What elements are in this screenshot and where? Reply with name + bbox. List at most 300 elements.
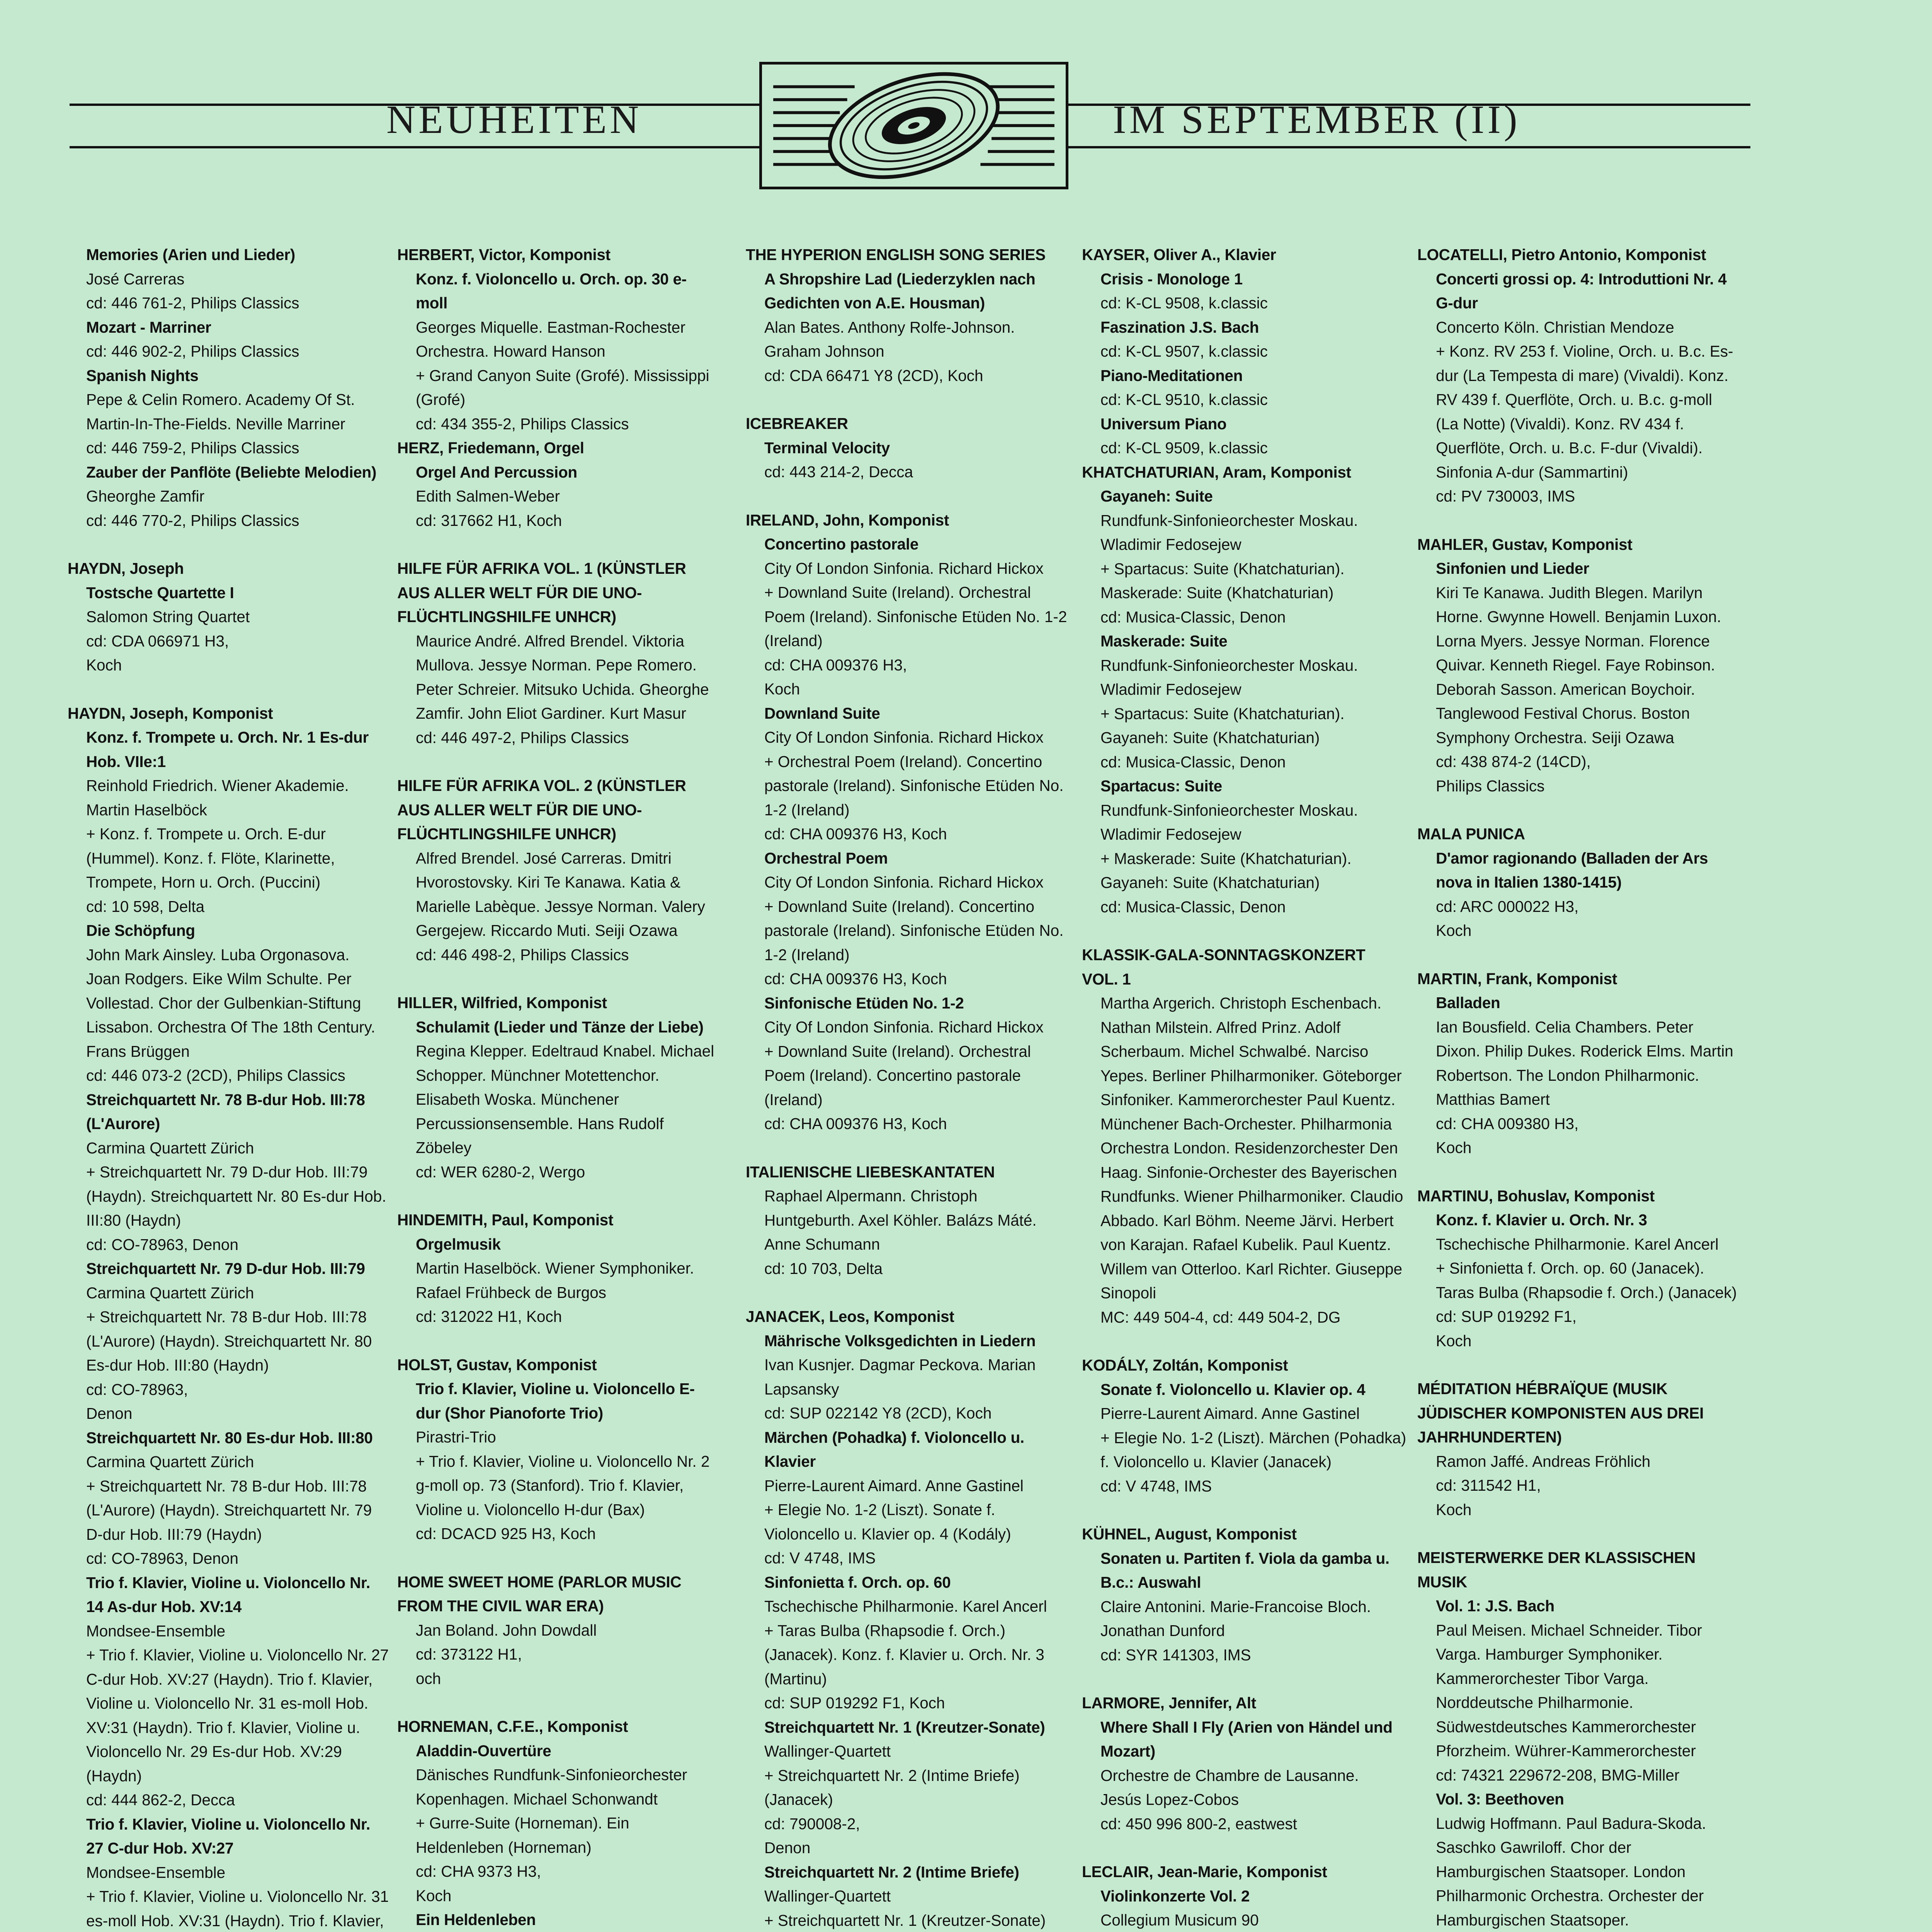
work-title: Terminal Velocity — [764, 439, 890, 457]
entry-detail: cd: 438 874-2 (14CD), — [1436, 753, 1591, 770]
entry-detail: + Sinfonietta f. Orch. op. 60 (Janacek). — [1436, 1259, 1704, 1277]
work-title: Maskerade: Suite — [1100, 632, 1228, 650]
entry-detail: cd: 790008-2, — [764, 1815, 860, 1833]
entry-detail: pastorale (Ireland). Sinfonische Etüden No. — [764, 922, 1064, 939]
entry-detail: Martin-In-The-Fields. Neville Marriner — [86, 415, 345, 433]
work-title: dur (Shor Pianoforte Trio) — [416, 1404, 603, 1422]
work-title: 14 As-dur Hob. XV:14 — [86, 1598, 242, 1616]
entry-detail: pastorale (Ireland). Sinfonische Etüden No. — [764, 777, 1064, 794]
work-title: Tostsche Quartette I — [86, 583, 234, 602]
entry-detail: XV:31 (Haydn). Trio f. Klavier, Violine u. — [86, 1718, 361, 1736]
work-title: Trio f. Klavier, Violine u. Violoncello Nr. — [86, 1815, 371, 1833]
entry-detail: cd: V 4748, IMS — [1100, 1477, 1212, 1495]
entry-detail: cd: DCACD 925 H3, Koch — [416, 1525, 596, 1543]
entry-detail: Regina Klepper. Edeltraud Knabel. Michael — [416, 1042, 714, 1060]
entry-detail: cd: 446 759-2, Philips Classics — [86, 439, 299, 457]
entry-detail: Frans Brüggen — [86, 1042, 190, 1060]
entry-detail: + Downland Suite (Ireland). Orchestral — [764, 1042, 1031, 1060]
entry-detail: Koch — [1436, 1139, 1472, 1156]
entry-detail: Georges Miquelle. Eastman-Rochester — [416, 318, 685, 336]
entry-detail: cd: CHA 009380 H3, — [1436, 1114, 1579, 1133]
entry-detail: Pierre-Laurent Aimard. Anne Gastinel — [764, 1476, 1024, 1495]
entry-detail: Claire Antonini. Marie-Francoise Bloch. — [1100, 1597, 1371, 1616]
entry-detail: Lapsansky — [764, 1380, 839, 1398]
entry-detail: Edith Salmen-Weber — [416, 487, 560, 505]
entry-detail: cd: WER 6280-2, Wergo — [416, 1163, 585, 1181]
entry-detail: cd: CHA 9373 H3, — [416, 1862, 541, 1880]
entry-detail: Robertson. The London Philharmonic. — [1436, 1066, 1699, 1084]
entry-detail: cd: CDA 66471 Y8 (2CD), Koch — [764, 366, 983, 384]
work-title: moll — [416, 294, 448, 312]
entry-detail: Koch — [1436, 1500, 1472, 1519]
entry-detail: cd: CDA 066971 H3, — [86, 632, 229, 650]
work-title: Sinfonietta f. Orch. op. 60 — [764, 1573, 951, 1591]
entry-detail: cd: 446 902-2, Philips Classics — [86, 342, 299, 360]
entry-detail: (L'Aurore) (Haydn). Streichquartett Nr. 80 — [86, 1332, 372, 1350]
entry-detail: Carmina Quartett Zürich — [86, 1453, 254, 1471]
entry-detail: Dixon. Philip Dukes. Roderick Elms. Martin — [1436, 1042, 1733, 1060]
entry-detail: Trompete, Horn u. Orch. (Puccini) — [86, 873, 321, 891]
entry-detail: cd: 446 761-2, Philips Classics — [86, 294, 299, 312]
work-title: Universum Piano — [1100, 415, 1227, 433]
work-title: Gayaneh: Suite — [1100, 487, 1213, 505]
work-title: Klavier — [764, 1452, 816, 1470]
entry-heading: AUS ALLER WELT FÜR DIE UNO- — [397, 801, 642, 819]
work-title: Konz. f. Trompete u. Orch. Nr. 1 Es-dur — [86, 728, 369, 746]
header-rule-bottom-left — [70, 146, 761, 148]
entry-heading: MEISTERWERKE DER KLASSISCHEN — [1417, 1549, 1696, 1566]
entry-detail: cd: V 4748, IMS — [764, 1549, 876, 1567]
entry-detail: 1-2 (Ireland) — [764, 801, 850, 819]
entry-heading: IRELAND, John, Komponist — [746, 511, 949, 529]
entry-heading: HOLST, Gustav, Komponist — [397, 1355, 597, 1374]
entry-detail: cd: 10 598, Delta — [86, 897, 205, 915]
work-title: Konz. f. Violoncello u. Orch. op. 30 e- — [416, 270, 687, 288]
entry-detail: Querflöte, Orch. u. B.c. F-dur (Vivaldi). — [1436, 439, 1703, 457]
work-title: Vol. 3: Beethoven — [1436, 1790, 1564, 1808]
entry-detail: + Streichquartett Nr. 2 (Intime Briefe) — [764, 1766, 1020, 1784]
entry-detail: Varga. Hamburger Symphoniker. — [1436, 1645, 1663, 1663]
work-title: Faszination J.S. Bach — [1100, 318, 1259, 336]
entry-detail: Norddeutsche Philharmonie. — [1436, 1694, 1634, 1711]
entry-detail: cd: CO-78963, Denon — [86, 1549, 238, 1567]
entry-detail: Gayaneh: Suite (Khatchaturian) — [1100, 874, 1320, 891]
entry-detail: Peter Schreier. Mitsuko Uchida. Gheorghe — [416, 680, 709, 698]
entry-detail: Zöbeley — [416, 1139, 472, 1156]
entry-detail: Mondsee-Ensemble — [86, 1622, 226, 1640]
entry-detail: cd: K-CL 9507, k.classic — [1100, 342, 1268, 360]
entry-detail: cd: PV 730003, IMS — [1436, 487, 1575, 505]
entry-heading: KLASSIK-GALA-SONNTAGSKONZERT — [1082, 946, 1366, 964]
entry-detail: Orchestra. Howard Hanson — [416, 342, 605, 360]
entry-detail: Willem van Otterloo. Karl Richter. Giuseppe — [1100, 1260, 1403, 1278]
entry-detail: Koch — [1436, 922, 1472, 939]
listing-column-2 — [397, 243, 730, 1932]
entry-detail: Lissabon. Orchestra Of The 18th Century. — [86, 1018, 376, 1036]
entry-detail: Violine u. Violoncello Nr. 31 es-moll Hob. — [86, 1694, 369, 1712]
entry-detail: City Of London Sinfonia. Richard Hickox — [764, 728, 1044, 746]
entry-detail: Paul Meisen. Michael Schneider. Tibor — [1436, 1621, 1702, 1639]
entry-detail: Rundfunk-Sinfonieorchester Moskau. — [1100, 801, 1358, 819]
entry-detail: Wladimir Fedosejew — [1100, 680, 1242, 698]
entry-detail: Jesús Lopez-Cobos — [1100, 1791, 1239, 1808]
entry-detail: John Mark Ainsley. Luba Orgonasova. — [86, 946, 350, 964]
entry-detail: (Haydn). Streichquartett Nr. 80 Es-dur Hob. — [86, 1187, 386, 1205]
entry-detail: Tschechische Philharmonie. Karel Ancerl — [764, 1597, 1047, 1615]
entry-detail: cd: SUP 019292 F1, Koch — [764, 1694, 945, 1712]
entry-heading: ICEBREAKER — [746, 415, 848, 432]
entry-detail: Rundfunks. Wiener Philharmoniker. Claudio — [1100, 1187, 1403, 1205]
entry-detail: + Konz. f. Trompete u. Orch. E-dur — [86, 825, 326, 843]
entry-detail: City Of London Sinfonia. Richard Hickox — [764, 1018, 1044, 1036]
entry-detail: (Ireland) — [764, 1090, 823, 1109]
entry-detail: Schopper. Münchner Motettenchor. — [416, 1066, 660, 1084]
entry-detail: Mullova. Jessye Norman. Pepe Romero. — [416, 656, 697, 674]
entry-heading: ITALIENISCHE LIEBESKANTATEN — [746, 1163, 995, 1181]
entry-detail: Graham Johnson — [764, 342, 884, 360]
entry-detail: Tschechische Philharmonie. Karel Ancerl — [1436, 1235, 1719, 1253]
entry-detail: Horne. Gwynne Howell. Benjamin Luxon. — [1436, 608, 1721, 626]
entry-detail: von Karajan. Rafael Kubelik. Paul Kuentz. — [1100, 1236, 1391, 1253]
entry-detail: Maskerade: Suite (Khatchaturian) — [1100, 584, 1334, 602]
entry-heading: LOCATELLI, Pietro Antonio, Komponist — [1417, 246, 1706, 264]
entry-detail: Scherbaum. Michel Schwalbé. Narciso — [1100, 1043, 1369, 1060]
entry-detail: City Of London Sinfonia. Richard Hickox — [764, 873, 1044, 891]
entry-heading: KHATCHATURIAN, Aram, Komponist — [1082, 463, 1351, 481]
work-title: Mozart) — [1100, 1742, 1155, 1760]
entry-detail: (Haydn) — [86, 1767, 142, 1785]
entry-detail: + Streichquartett Nr. 1 (Kreutzer-Sonate) — [764, 1911, 1046, 1929]
entry-heading: VOL. 1 — [1082, 970, 1131, 988]
entry-detail: Koch — [1436, 1332, 1472, 1350]
entry-detail: cd: K-CL 9509, k.classic — [1100, 439, 1268, 457]
entry-detail: Koch — [764, 680, 800, 698]
work-title: A Shropshire Lad (Liederzyklen nach — [764, 270, 1036, 288]
work-title: Gedichten von A.E. Housman) — [764, 294, 985, 312]
entry-heading: HAYDN, Joseph, Komponist — [68, 704, 273, 722]
entry-heading: HOME SWEET HOME (PARLOR MUSIC — [397, 1573, 682, 1591]
entry-detail: cd: 317662 H1, Koch — [416, 511, 562, 529]
entry-detail: es-moll Hob. XV:31 (Haydn). Trio f. Klavier, — [86, 1912, 384, 1930]
entry-detail: + Taras Bulba (Rhapsodie f. Orch.) — [764, 1621, 1005, 1639]
entry-detail: Münchener Bach-Orchester. Philharmonia — [1100, 1115, 1392, 1133]
entry-detail: + Streichquartett Nr. 78 B-dur Hob. III:78 — [86, 1308, 367, 1326]
entry-detail: cd: 434 355-2, Philips Classics — [416, 415, 629, 433]
work-title: Märchen (Pohadka) f. Violoncello u. — [764, 1428, 1024, 1446]
work-title: Mährische Volksgedichten in Liedern — [764, 1332, 1036, 1350]
entry-detail: cd: SUP 022142 Y8 (2CD), Koch — [764, 1404, 992, 1422]
entry-detail: Alfred Brendel. José Carreras. Dmitri — [416, 849, 672, 867]
entry-detail: (Janacek) — [764, 1791, 833, 1808]
entry-detail: Raphael Alpermann. Christoph — [764, 1187, 978, 1205]
entry-detail: cd: 444 862-2, Decca — [86, 1791, 235, 1809]
work-title: Schulamit (Lieder und Tänze der Liebe) — [416, 1018, 704, 1036]
entry-heading: HILFE FÜR AFRIKA VOL. 1 (KÜNSTLER — [397, 560, 686, 577]
entry-detail: Pirastri-Trio — [416, 1428, 496, 1446]
entry-detail: (Ireland) — [764, 632, 823, 650]
entry-detail: Hvorostovsky. Kiri Te Kanawa. Katia & — [416, 873, 681, 891]
entry-heading: LARMORE, Jennifer, Alt — [1082, 1694, 1256, 1712]
entry-heading: AUS ALLER WELT FÜR DIE UNO- — [397, 583, 642, 602]
entry-detail: (L'Aurore) (Haydn). Streichquartett Nr. 79 — [86, 1501, 372, 1519]
entry-heading: KÜHNEL, August, Komponist — [1082, 1525, 1297, 1543]
entry-detail: Pepe & Celin Romero. Academy Of St. — [86, 391, 355, 408]
entry-detail: + Gurre-Suite (Horneman). Ein — [416, 1814, 629, 1832]
entry-detail: Elisabeth Woska. Münchener — [416, 1090, 619, 1108]
listing-column-5 — [1417, 243, 1750, 1932]
entry-detail: + Grand Canyon Suite (Grofé). Mississippi — [416, 366, 709, 384]
entry-detail: Philharmonic Orchestra. Orchester der — [1436, 1887, 1704, 1905]
work-title: Die Schöpfung — [86, 922, 195, 939]
entry-detail: Ludwig Hoffmann. Paul Badura-Skoda. — [1436, 1814, 1706, 1832]
entry-detail: Carmina Quartett Zürich — [86, 1284, 254, 1302]
entry-detail: Koch — [416, 1886, 452, 1905]
entry-detail: Wladimir Fedosejew — [1100, 536, 1242, 553]
entry-detail: cd: CHA 009376 H3, Koch — [764, 970, 947, 988]
work-title: Balladen — [1436, 994, 1500, 1012]
entry-detail: Martha Argerich. Christoph Eschenbach. — [1100, 994, 1382, 1012]
entry-detail: + Elegie No. 1-2 (Liszt). Sonate f. — [764, 1501, 995, 1519]
work-title: Zauber der Panflöte (Beliebte Melodien) — [86, 463, 377, 481]
entry-detail: Ian Bousfield. Celia Chambers. Peter — [1436, 1018, 1694, 1036]
entry-detail: cd: CHA 009376 H3, Koch — [764, 825, 947, 843]
entry-detail: cd: 446 498-2, Philips Classics — [416, 946, 629, 964]
section-subtitle: IM SEPTEMBER (II) — [1113, 97, 1520, 142]
entry-detail: Wladimir Fedosejew — [1100, 825, 1242, 843]
entry-heading: KODÁLY, Zoltán, Komponist — [1082, 1356, 1288, 1374]
work-title: Ein Heldenleben — [416, 1911, 536, 1929]
entry-detail: cd: 446 497-2, Philips Classics — [416, 728, 629, 747]
entry-detail: (Hummel). Konz. f. Flöte, Klarinette, — [86, 849, 335, 867]
entry-detail: Poem (Ireland). Sinfonische Etüden No. 1-2 — [764, 607, 1067, 626]
entry-detail: + Spartacus: Suite (Khatchaturian). — [1100, 560, 1345, 578]
entry-detail: cd: 10 703, Delta — [764, 1259, 883, 1277]
entry-detail: City Of London Sinfonia. Richard Hickox — [764, 559, 1044, 577]
work-title: D'amor ragionando (Balladen der Ars — [1436, 849, 1708, 867]
entry-detail: Kopenhagen. Michael Schonwandt — [416, 1790, 658, 1808]
entry-detail: cd: CHA 009376 H3, Koch — [764, 1115, 947, 1133]
entry-detail: cd: K-CL 9508, k.classic — [1100, 294, 1268, 312]
entry-detail: Mondsee-Ensemble — [86, 1863, 226, 1881]
entry-detail: Sinfoniker. Kammerorchester Paul Kuentz. — [1100, 1091, 1396, 1109]
entry-detail: Reinhold Friedrich. Wiener Akademie. — [86, 777, 349, 794]
entry-detail: + Konz. RV 253 f. Violine, Orch. u. B.c. Es- — [1436, 342, 1733, 360]
entry-detail: cd: CO-78963, Denon — [86, 1235, 238, 1253]
entry-detail: Poem (Ireland). Concertino pastorale — [764, 1066, 1021, 1084]
work-title: Streichquartett Nr. 78 B-dur Hob. III:78 — [86, 1090, 365, 1109]
work-title: B.c.: Auswahl — [1100, 1573, 1201, 1591]
work-title: Spanish Nights — [86, 366, 199, 384]
entry-detail: Jonathan Dunford — [1100, 1622, 1225, 1639]
entry-detail: Martin Haselböck. Wiener Symphoniker. — [416, 1259, 694, 1277]
listing-column-4 — [1082, 243, 1414, 1932]
entry-detail: Quivar. Kenneth Riegel. Faye Robinson. — [1436, 656, 1715, 674]
entry-detail: (La Notte) (Vivaldi). Konz. RV 434 f. — [1436, 415, 1684, 433]
entry-detail: Kammerorchester Tibor Varga. — [1436, 1669, 1649, 1687]
entry-detail: Violoncello u. Klavier op. 4 (Kodály) — [764, 1525, 1011, 1543]
entry-detail: Taras Bulba (Rhapsodie f. Orch.) (Janacek) — [1436, 1283, 1737, 1301]
entry-detail: g-moll op. 73 (Stanford). Trio f. Klavier, — [416, 1476, 684, 1494]
entry-detail: Philips Classics — [1436, 777, 1545, 795]
work-title: Streichquartett Nr. 80 Es-dur Hob. III:80 — [86, 1429, 373, 1447]
entry-detail: cd: K-CL 9510, k.classic — [1100, 391, 1268, 408]
entry-detail: Violine u. Violoncello H-dur (Bax) — [416, 1500, 645, 1519]
section-title: NEUHEITEN — [386, 97, 642, 142]
entry-heading: JAHRHUNDERTEN) — [1417, 1428, 1562, 1446]
work-title: Trio f. Klavier, Violine u. Violoncello Nr. — [86, 1573, 371, 1592]
entry-detail: cd: 446 770-2, Philips Classics — [86, 511, 299, 529]
work-title: Violinkonzerte Vol. 2 — [1100, 1887, 1250, 1905]
entry-detail: Rundfunk-Sinfonieorchester Moskau. — [1100, 511, 1358, 529]
entry-detail: dur (La Tempesta di mare) (Vivaldi). Konz. — [1436, 366, 1729, 384]
work-title: Streichquartett Nr. 79 D-dur Hob. III:79 — [86, 1260, 365, 1277]
entry-detail: Ramon Jaffé. Andreas Fröhlich — [1436, 1452, 1651, 1470]
entry-detail: Maurice André. Alfred Brendel. Viktoria — [416, 632, 684, 650]
entry-detail: cd: ARC 000022 H3, — [1436, 897, 1579, 915]
work-title: (L'Aurore) — [86, 1115, 160, 1133]
entry-heading: FROM THE CIVIL WAR ERA) — [397, 1597, 604, 1615]
entry-detail: RV 439 f. Querflöte, Orch. u. B.c. g-moll — [1436, 391, 1713, 408]
work-title: Konz. f. Klavier u. Orch. Nr. 3 — [1436, 1211, 1647, 1229]
listing-column-1 — [68, 243, 400, 1932]
entry-detail: Pierre-Laurent Aimard. Anne Gastinel — [1100, 1405, 1360, 1422]
entry-detail: Rundfunk-Sinfonieorchester Moskau. — [1100, 656, 1358, 674]
entry-detail: Joan Rodgers. Eike Wilm Schulte. Per — [86, 970, 352, 988]
work-title: Spartacus: Suite — [1100, 777, 1222, 795]
entry-detail: Marielle Labèque. Jessye Norman. Valery — [416, 897, 705, 915]
entry-heading: HORNEMAN, C.F.E., Komponist — [397, 1718, 628, 1735]
work-title: Sinfonische Etüden No. 1-2 — [764, 994, 964, 1012]
entry-heading: MUSIK — [1417, 1573, 1467, 1591]
entry-detail: Vollestad. Chor der Gulbenkian-Stiftung — [86, 994, 361, 1012]
work-title: Vol. 1: J.S. Bach — [1436, 1597, 1554, 1615]
entry-detail: Tanglewood Festival Chorus. Boston — [1436, 704, 1690, 722]
entry-detail: Nathan Milstein. Alfred Prinz. Adolf — [1100, 1018, 1341, 1036]
entry-detail: + Elegie No. 1-2 (Liszt). Märchen (Pohadka) — [1100, 1429, 1406, 1447]
entry-detail: (Martinu) — [764, 1670, 827, 1688]
entry-detail: Wallinger-Quartett — [764, 1887, 891, 1905]
entry-detail: Gayaneh: Suite (Khatchaturian) — [1100, 729, 1320, 747]
entry-detail: Südwestdeutsches Kammerorchester — [1436, 1718, 1696, 1736]
entry-heading: MAHLER, Gustav, Komponist — [1417, 535, 1633, 553]
entry-detail: Heldenleben (Horneman) — [416, 1838, 592, 1856]
entry-heading: KAYSER, Oliver A., Klavier — [1082, 246, 1276, 264]
work-title: Concerti grossi op. 4: Introduttioni Nr. 4 — [1436, 270, 1727, 288]
entry-detail: Abbado. Karl Böhm. Neeme Järvi. Herbert — [1100, 1211, 1394, 1230]
entry-detail: cd: 311542 H1, — [1436, 1476, 1541, 1494]
entry-detail: Saschko Gawriloff. Chor der — [1436, 1838, 1631, 1856]
entry-detail: cd: Musica-Classic, Denon — [1100, 898, 1286, 916]
entry-detail: D-dur Hob. III:79 (Haydn) — [86, 1525, 262, 1543]
entry-detail: Orchestra London. Residenzorchester Den — [1100, 1139, 1398, 1157]
work-title: Sonate f. Violoncello u. Klavier op. 4 — [1100, 1380, 1366, 1398]
entry-heading: MALA PUNICA — [1417, 825, 1525, 843]
entry-detail: Denon — [86, 1405, 133, 1422]
header-rule-bottom-right — [1066, 146, 1750, 148]
entry-heading: HERBERT, Victor, Komponist — [397, 246, 611, 264]
work-title: Crisis - Monologe 1 — [1100, 270, 1243, 288]
entry-detail: Hamburgischen Staatsoper. — [1436, 1911, 1629, 1929]
entry-detail: cd: 312022 H1, Koch — [416, 1308, 562, 1325]
entry-heading: MÉDITATION HÉBRAÏQUE (MUSIK — [1417, 1380, 1668, 1398]
entry-detail: III:80 (Haydn) — [86, 1211, 181, 1229]
entry-detail: Martin Haselböck — [86, 801, 207, 819]
work-title: Mozart - Marriner — [86, 318, 211, 336]
entry-detail: cd: Musica-Classic, Denon — [1100, 753, 1286, 771]
entry-detail: Zamfir. John Eliot Gardiner. Kurt Masur — [416, 704, 687, 722]
entry-detail: f. Violoncello u. Klavier (Janacek) — [1100, 1453, 1332, 1471]
entry-detail: Ivan Kusnjer. Dagmar Peckova. Marian — [764, 1356, 1036, 1374]
work-title: Sonaten u. Partiten f. Viola da gamba u. — [1100, 1549, 1389, 1567]
work-title: Piano-Meditationen — [1100, 366, 1243, 384]
entry-detail: + Streichquartett Nr. 79 D-dur Hob. III:79 — [86, 1163, 368, 1181]
entry-detail: Matthias Bamert — [1436, 1090, 1550, 1108]
entry-heading: HILLER, Wilfried, Komponist — [397, 994, 607, 1012]
work-title: Streichquartett Nr. 1 (Kreutzer-Sonate) — [764, 1718, 1045, 1736]
entry-detail: Pforzheim. Wührer-Kammerorchester — [1436, 1742, 1696, 1760]
entry-detail: + Orchestral Poem (Ireland). Concertino — [764, 752, 1043, 770]
entry-heading: HILFE FÜR AFRIKA VOL. 2 (KÜNSTLER — [397, 777, 686, 794]
entry-detail: Gergejew. Riccardo Muti. Seiji Ozawa — [416, 922, 678, 939]
entry-detail: Collegium Musicum 90 — [1100, 1911, 1259, 1929]
work-title: Memories (Arien und Lieder) — [86, 246, 295, 264]
work-title: Orgel And Percussion — [416, 463, 577, 481]
entry-heading: THE HYPERION ENGLISH SONG SERIES — [746, 246, 1046, 264]
entry-heading: FLÜCHTLINGSHILFE UNHCR) — [397, 825, 616, 843]
entry-detail: Violoncello Nr. 29 Es-dur Hob. XV:29 — [86, 1743, 342, 1760]
work-title: Where Shall I Fly (Arien von Händel und — [1100, 1718, 1393, 1736]
work-title: Trio f. Klavier, Violine u. Violoncello E- — [416, 1380, 695, 1398]
work-title: nova in Italien 1380-1415) — [1436, 873, 1622, 891]
entry-detail: och — [416, 1669, 441, 1687]
entry-detail: + Trio f. Klavier, Violine u. Violoncello Nr. 31 — [86, 1888, 389, 1905]
entry-detail: Haag. Sinfonie-Orchester des Bayerischen — [1100, 1163, 1397, 1181]
entry-detail: Gheorghe Zamfir — [86, 487, 205, 505]
work-title: 27 C-dur Hob. XV:27 — [86, 1839, 234, 1857]
entry-heading: HINDEMITH, Paul, Komponist — [397, 1211, 614, 1229]
listing-column-3 — [746, 243, 1078, 1932]
entry-detail: cd: SYR 141303, IMS — [1100, 1646, 1251, 1664]
entry-heading: MARTIN, Frank, Komponist — [1417, 969, 1617, 988]
entry-detail: Wallinger-Quartett — [764, 1742, 891, 1760]
entry-detail: Koch — [86, 656, 122, 674]
entry-detail: Alan Bates. Anthony Rolfe-Johnson. — [764, 318, 1015, 336]
entry-detail: Concerto Köln. Christian Mendoze — [1436, 318, 1674, 336]
work-title: Concertino pastorale — [764, 535, 919, 553]
entry-detail: + Trio f. Klavier, Violine u. Violoncello Nr. 27 — [86, 1646, 389, 1664]
entry-detail: cd: 373122 H1, — [416, 1645, 522, 1663]
entry-detail: Sinfonia A-dur (Sammartini) — [1436, 463, 1628, 481]
work-title: Hob. VIIe:1 — [86, 752, 166, 770]
entry-detail: Hamburgischen Staatsoper. London — [1436, 1862, 1686, 1881]
entry-detail: Es-dur Hob. III:80 (Haydn) — [86, 1356, 269, 1374]
entry-detail: Salomon String Quartet — [86, 608, 250, 626]
entry-detail: cd: SUP 019292 F1, — [1436, 1308, 1577, 1325]
entry-detail: cd: CO-78963, — [86, 1380, 188, 1398]
entry-detail: + Trio f. Klavier, Violine u. Violoncello Nr. 2 — [416, 1452, 710, 1470]
entry-heading: MARTINU, Bohuslav, Komponist — [1417, 1187, 1655, 1205]
entry-detail: Symphony Orchestra. Seiji Ozawa — [1436, 728, 1674, 747]
entry-detail: (Janacek). Konz. f. Klavier u. Orch. Nr. 3 — [764, 1646, 1044, 1663]
entry-heading: JANACEK, Leos, Komponist — [746, 1308, 954, 1325]
entry-detail: + Streichquartett Nr. 78 B-dur Hob. III:78 — [86, 1477, 367, 1495]
work-title: G-dur — [1436, 294, 1478, 312]
entry-detail: + Downland Suite (Ireland). Concertino — [764, 897, 1035, 915]
entry-detail: 1-2 (Ireland) — [764, 946, 850, 964]
entry-detail: cd: 443 214-2, Decca — [764, 463, 913, 481]
entry-detail: cd: 446 073-2 (2CD), Philips Classics — [86, 1066, 345, 1084]
entry-heading: HERZ, Friedemann, Orgel — [397, 439, 584, 457]
